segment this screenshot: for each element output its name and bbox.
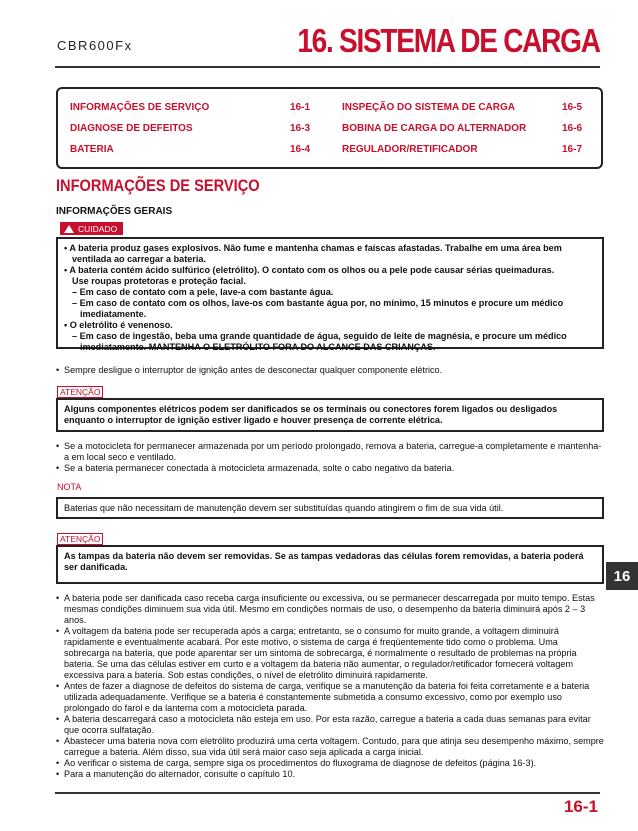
bullet-item: • A bateria pode ser danificada caso receba carga insuficiente ou excessiva, ou se permanecer descarregada por muito tempo. Estas mesmas condições diminuem sua vida útil. Mesmo em condições normais de uso, o desempenho da bateria diminuirá após 2 – 3 anos. — [56, 593, 604, 626]
subsection-title: INFORMAÇÕES GERAIS — [56, 206, 173, 217]
footer-rule — [55, 792, 600, 794]
toc-item-page[interactable]: 16-3 — [290, 123, 311, 134]
warning-icon — [64, 225, 74, 233]
bullet-item: • Sempre desligue o interruptor de ignição antes de desconectar qualquer componente elétrico. — [56, 365, 604, 376]
chapter-title: 16. SISTEMA DE CARGA — [297, 22, 600, 59]
bullet-item: • A voltagem da bateria pode ser recuperada após a carga; entretanto, se o consumo for muito grande, a voltagem diminuirá rapidamente e eventualmente acabará. Por este motivo, o sistema de carga é freqüentemente tido como o problema. Uma sobrecarga na bateria, que pode aparentar ser um sintoma de sobrecarga, é normalmente o resultado de problemas na própria bateria. Se uma das células estiver em curto e a voltagem da bateria não aumentar, o regulador/retificador fornecerá voltagem excessiva para a bateria. Sob estas condições, o nível de eletrólito diminuirá rapidamente. — [56, 626, 604, 681]
storage-notes — [56, 441, 604, 474]
bullet-item: • A bateria descarregará caso a motocicleta não esteja em uso. Por esta razão, carregue a bateria a cada duas semanas para evitar que ocorra sulfatação. — [56, 714, 604, 736]
toc-item-page[interactable]: 16-1 — [290, 102, 311, 113]
header-rule — [55, 66, 600, 68]
attention-box-1: Alguns componentes elétricos podem ser danificados se os terminais ou conectores forem ligados ou desligados enquanto o interruptor de ignição estiver ligado e houver presença de corrente elétrica. — [56, 398, 604, 432]
caution-box — [56, 237, 604, 352]
toc-item-label[interactable]: BOBINA DE CARGA DO ALTERNADOR — [342, 123, 527, 134]
toc-item-page[interactable]: 16-5 — [562, 102, 583, 113]
disconnect-note — [56, 365, 604, 376]
caution-line: Use roupas protetoras e proteção facial. — [72, 276, 246, 286]
caution-line: imediatamente. — [80, 309, 147, 319]
bullet-item: • Antes de fazer a diagnose de defeitos do sistema de carga, verifique se a manutenção da bateria foi feita corretamente e a bateria utilizada adequadamente. Verifique se a bateria é constantemente submetida a consumo excessivo, como por exemplo uso prolongado do farol e da lanterna com a motocicleta parada. — [56, 681, 604, 714]
toc-item-label[interactable]: DIAGNOSE DE DEFEITOS — [70, 123, 193, 134]
model-code: CBR600Fx — [57, 38, 133, 53]
toc-item-page[interactable]: 16-6 — [562, 123, 583, 134]
section-title: INFORMAÇÕES DE SERVIÇO — [56, 176, 260, 195]
attention-text: ATENÇÃO — [57, 533, 103, 545]
toc-item-label[interactable]: REGULADOR/RETIFICADOR — [342, 144, 478, 155]
caution-line: – Em caso de contato com a pele, lave-a com bastante água. — [72, 287, 334, 297]
toc-item-page[interactable]: 16-4 — [290, 144, 311, 155]
battery-notes — [56, 593, 604, 780]
toc-item-page[interactable]: 16-7 — [562, 144, 583, 155]
toc-item-label[interactable]: INSPEÇÃO DO SISTEMA DE CARGA — [342, 102, 515, 113]
bullet-item: • Abastecer uma bateria nova com eletrólito produzirá uma certa voltagem. Contudo, para que atinja seu desempenho máximo, sempre carregue a bateria. Além disso, sua vida útil será maior caso seja aplicada a carga inicial. — [56, 736, 604, 758]
toc-item-label[interactable]: INFORMAÇÕES DE SERVIÇO — [70, 102, 210, 113]
page-number: 16-1 — [563, 797, 598, 816]
caution-line: imediatamente. MANTENHA O ELETRÓLITO FORA DO ALCANCE DAS CRIANÇAS. — [80, 342, 436, 352]
caution-text: CUIDADO — [78, 223, 118, 234]
caution-line: • A bateria contém ácido sulfúrico (eletrólito). O contato com os olhos ou a pele pode causar sérias queimaduras. — [64, 265, 555, 275]
bullet-item: • Para a manutenção do alternador, consulte o capítulo 10. — [56, 769, 604, 780]
note-box: Baterias que não necessitam de manutenção devem ser substituídas quando atingirem o fim de sua vida útil. — [56, 497, 604, 519]
caution-line: • O eletrólito é venenoso. — [64, 320, 173, 330]
toc-item-label[interactable]: BATERIA — [70, 144, 114, 155]
bullet-item: • Se a motocicleta for permanecer armazenada por um período prolongado, remova a bateria, carregue-a completamente e mantenha-a em local seco e ventilado. — [56, 441, 604, 463]
chapter-tab[interactable]: 16 — [606, 562, 638, 590]
caution-line: – Em caso de ingestão, beba uma grande quantidade de água, seguido de leite de magnésia, e procure um médico — [72, 331, 567, 341]
bullet-item: • Ao verificar o sistema de carga, sempre siga os procedimentos do fluxograma de diagnose de defeitos (página 16-3). — [56, 758, 604, 769]
caution-line: ventilada ao carregar a bateria. — [72, 254, 206, 264]
table-of-contents — [56, 87, 603, 169]
caution-line: • A bateria produz gases explosivos. Não fume e mantenha chamas e faíscas afastadas. Trabalhe em uma área bem — [64, 243, 562, 253]
caution-line: – Em caso de contato com os olhos, lave-os com bastante água por, no mínimo, 15 minutos e procure um médico — [72, 298, 564, 308]
attention-box-2: As tampas da bateria não devem ser removidas. Se as tampas vedadoras das células forem removidas, a bateria poderá ser danificada. — [56, 545, 604, 584]
attention-text: ATENÇÃO — [57, 386, 103, 398]
note-label: NOTA — [57, 482, 82, 492]
caution-label — [60, 222, 123, 235]
bullet-item: • Se a bateria permanecer conectada à motocicleta armazenada, solte o cabo negativo da bateria. — [56, 463, 604, 474]
